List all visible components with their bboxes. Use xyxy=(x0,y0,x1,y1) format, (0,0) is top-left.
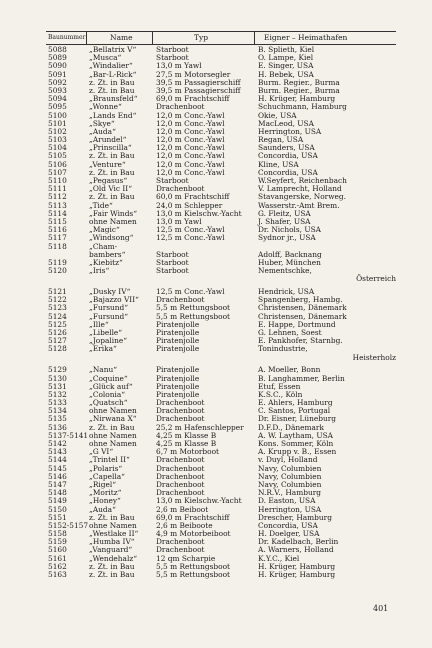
cell-typ: 12,0 m Conc.-Yawl xyxy=(156,135,225,145)
cell-typ: 39,5 m Passagierschiff xyxy=(156,77,241,87)
cell-baunummer: 5131 xyxy=(48,381,67,391)
cell-baunummer: 5126 xyxy=(48,327,67,337)
cell-typ: 39,5 m Passagierschiff xyxy=(156,85,241,95)
cell-eigner: A. Moeller, Bonn xyxy=(258,365,321,375)
cell-name: „Libelle“ xyxy=(89,327,123,337)
cell-typ: 4,25 m Klasse B xyxy=(156,439,217,448)
cell-baunummer: 5113 xyxy=(48,200,67,210)
cell-name: ohne Namen xyxy=(89,439,137,448)
header-divider xyxy=(254,32,255,44)
cell-name: „Nirwana X“ xyxy=(89,414,137,424)
cell-baunummer: 5159 xyxy=(48,537,67,547)
cell-eigner: Herrington, USA xyxy=(258,504,322,514)
cell-typ: 27,5 m Motorsegler xyxy=(156,69,231,79)
cell-baunummer: 5090 xyxy=(48,61,67,71)
cell-name: z. Zt. in Bau xyxy=(89,85,135,95)
cell-typ: 12,0 m Conc.-Yawl xyxy=(156,167,225,177)
cell-baunummer: 5150 xyxy=(48,504,67,514)
cell-name: z. Zt. in Bau xyxy=(89,167,135,177)
cell-baunummer: 5125 xyxy=(48,319,67,329)
cell-baunummer: 5120 xyxy=(48,266,67,276)
cell-name: „Cham- xyxy=(89,241,118,251)
cell-baunummer: 5115 xyxy=(48,216,67,226)
cell-baunummer: 5095 xyxy=(48,102,67,112)
cell-name: „Quatsch“ xyxy=(89,398,128,408)
cell-name: „Moritz“ xyxy=(89,488,122,498)
cell-baunummer: 5160 xyxy=(48,545,67,555)
cell-name: „Polaris“ xyxy=(89,463,123,473)
cell-eigner: Hendrick, USA xyxy=(258,287,315,297)
cell-typ: 4,25 m Klasse B xyxy=(156,430,217,440)
cell-eigner: Christensen, Dänemark xyxy=(258,303,347,313)
cell-eigner: Huber, München xyxy=(258,257,321,267)
cell-eigner: Navy, Columbien xyxy=(258,479,322,489)
cell-name: „Capella“ xyxy=(89,471,125,481)
cell-baunummer: 5093 xyxy=(48,85,67,95)
cell-baunummer: 5119 xyxy=(48,257,67,267)
cell-eigner: Christensen, Dänemark xyxy=(258,311,347,321)
cell-eigner: Stavangerske, Norweg. xyxy=(258,192,346,202)
cell-eigner: J. Shafer, USA xyxy=(258,216,311,226)
cell-name: ohne Namen xyxy=(89,430,137,440)
cell-typ: Starboot xyxy=(156,53,189,63)
cell-baunummer: 5136 xyxy=(48,422,67,432)
cell-eigner: Etuf, Essen xyxy=(258,381,301,391)
cell-typ: Drachenboot xyxy=(156,471,205,481)
cell-eigner: Dr. Nichols, USA xyxy=(258,225,322,235)
cell-baunummer: 5102 xyxy=(48,126,67,136)
cell-eigner: Heisterholz xyxy=(352,352,396,362)
cell-eigner: H. Bebek, USA xyxy=(258,69,314,79)
cell-baunummer: 5107 xyxy=(48,167,67,177)
cell-typ: 12,0 m Conc.-Yawl xyxy=(156,126,225,136)
cell-name: „Windalier“ xyxy=(89,61,133,71)
cell-baunummer: 5101 xyxy=(48,118,67,128)
cell-baunummer: 5130 xyxy=(48,373,67,383)
cell-eigner: Wasserstr.-Amt Brem. xyxy=(258,200,340,210)
cell-eigner: G. Lehnen, Soest xyxy=(258,327,322,337)
cell-eigner: Concordia, USA xyxy=(258,151,318,161)
cell-eigner: O. Lampe, Kiel xyxy=(258,53,314,63)
cell-typ: Drachenboot xyxy=(156,102,205,112)
cell-typ: Piratenjolle xyxy=(156,365,200,375)
cell-eigner: Burm. Regier., Burma xyxy=(258,77,340,87)
cell-baunummer: 5124 xyxy=(48,311,67,321)
cell-name: „Auda“ xyxy=(89,504,116,514)
cell-name: bambers“ xyxy=(89,249,126,259)
cell-typ: Drachenboot xyxy=(156,295,205,305)
cell-baunummer: 5088 xyxy=(48,45,67,54)
cell-eigner: A. Krupp v. B., Essen xyxy=(258,447,337,457)
cell-baunummer: 5110 xyxy=(48,176,67,185)
cell-typ: 5,5 m Rettungsboot xyxy=(156,570,230,579)
cell-baunummer: 5122 xyxy=(48,295,67,305)
cell-baunummer: 5163 xyxy=(48,570,67,579)
cell-eigner: Kline, USA xyxy=(258,159,299,169)
cell-name: „Wendehalz“ xyxy=(89,553,137,563)
cell-eigner: E. Singer, USA xyxy=(258,61,314,71)
cell-eigner: Burm. Regier., Burma xyxy=(258,85,340,95)
table-row xyxy=(46,354,396,362)
cell-typ: Drachenboot xyxy=(156,406,205,416)
cell-name: „Jopaline“ xyxy=(89,336,128,346)
header-name: Name xyxy=(110,33,133,42)
cell-typ: Piratenjolle xyxy=(156,336,200,346)
cell-name: „Honey“ xyxy=(89,496,121,506)
cell-eigner: W.Seyfert, Reichenbach xyxy=(258,176,347,185)
cell-name: „Windsong“ xyxy=(89,233,134,243)
cell-name: „Lands End“ xyxy=(89,110,137,120)
cell-name: „Rigel“ xyxy=(89,479,117,489)
cell-name: z. Zt. in Bau xyxy=(89,77,135,87)
cell-baunummer: 5117 xyxy=(48,233,67,243)
cell-typ: 12,0 m Conc.-Yawl xyxy=(156,143,225,153)
cell-baunummer: 5092 xyxy=(48,77,67,87)
cell-eigner: K.S.C., Köln xyxy=(258,389,303,399)
cell-typ: 69,0 m Frachtschiff xyxy=(156,94,230,104)
cell-name: „Glück auf“ xyxy=(89,381,133,391)
cell-name: „Kiebitz“ xyxy=(89,257,123,267)
cell-typ: Drachenboot xyxy=(156,184,205,194)
cell-name: „Auda“ xyxy=(89,126,116,136)
cell-name: „Braunsfeld“ xyxy=(89,94,138,104)
cell-baunummer: 5134 xyxy=(48,406,67,416)
cell-typ: 13,0 m Yawl xyxy=(156,216,202,226)
cell-eigner: E. Ahlers, Hamburg xyxy=(258,398,333,408)
cell-baunummer: 5091 xyxy=(48,69,67,79)
cell-eigner: B. Langhammer, Berlin xyxy=(258,373,345,383)
cell-baunummer: 5129 xyxy=(48,365,67,375)
cell-name: „Old Vic II“ xyxy=(89,184,133,194)
table-header xyxy=(46,31,396,45)
header-eigner: Eigner – Heimathafen xyxy=(264,33,348,42)
cell-name: z. Zt. in Bau xyxy=(89,192,135,202)
cell-baunummer: 5104 xyxy=(48,143,67,153)
header-baunummer: Baunummer xyxy=(48,34,86,41)
cell-name: „Vanguard“ xyxy=(89,545,133,555)
cell-name: „Coquine“ xyxy=(89,373,128,383)
cell-typ: 6,7 m Motorboot xyxy=(156,447,220,457)
cell-typ: Starboot xyxy=(156,257,189,267)
cell-name: ohne Namen xyxy=(89,406,137,416)
cell-typ: Piratenjolle xyxy=(156,373,200,383)
cell-typ: Piratenjolle xyxy=(156,327,200,337)
cell-name: „Fursund“ xyxy=(89,303,129,313)
cell-typ: 12,0 m Conc.-Yawl xyxy=(156,159,225,169)
cell-baunummer: 5112 xyxy=(48,192,67,202)
cell-baunummer: 5137-5141 xyxy=(48,430,89,440)
cell-typ: Drachenboot xyxy=(156,414,205,424)
cell-typ: Drachenboot xyxy=(156,545,205,555)
cell-typ: Drachenboot xyxy=(156,398,205,408)
cell-baunummer: 5151 xyxy=(48,512,67,522)
cell-eigner: Spangenberg, Hambg. xyxy=(258,295,343,305)
cell-typ: 12,5 m Conc.-Yawl xyxy=(156,225,225,235)
cell-name: „Fursund“ xyxy=(89,311,129,321)
cell-name: z. Zt. in Bau xyxy=(89,570,135,579)
cell-name: ohne Namen xyxy=(89,520,137,530)
cell-typ: 5,5 m Rettungsboot xyxy=(156,561,230,571)
cell-baunummer: 5135 xyxy=(48,414,67,424)
cell-baunummer: 5103 xyxy=(48,135,67,145)
cell-eigner: Navy, Columbien xyxy=(258,471,322,481)
cell-typ: Drachenboot xyxy=(156,463,205,473)
cell-name: „Bar-L-Rick“ xyxy=(89,69,137,79)
cell-eigner: Saunders, USA xyxy=(258,143,315,153)
cell-eigner: D.F.D., Dänemark xyxy=(258,422,324,432)
cell-name: „Skye“ xyxy=(89,118,115,128)
cell-typ: 12,0 m Conc.-Yawl xyxy=(156,151,225,161)
cell-typ: 24,0 m Schlepper xyxy=(156,200,223,210)
cell-baunummer: 5161 xyxy=(48,553,67,563)
cell-typ: 13,0 m Yawl xyxy=(156,61,202,71)
cell-typ: 5,5 m Rettungsboot xyxy=(156,311,230,321)
cell-baunummer: 5105 xyxy=(48,151,67,161)
cell-name: „Nanu“ xyxy=(89,365,117,375)
cell-eigner: K.Y.C., Kiel xyxy=(258,553,300,563)
cell-eigner: Kons. Sommer, Köln xyxy=(258,439,334,448)
cell-name: „Westlake II“ xyxy=(89,529,139,539)
cell-eigner: E. Happe, Dortmund xyxy=(258,319,336,329)
cell-baunummer: 5145 xyxy=(48,463,67,473)
cell-name: „Venture“ xyxy=(89,159,126,169)
cell-name: „Bajazzo VII“ xyxy=(89,295,139,305)
cell-name: „Arundel“ xyxy=(89,135,127,145)
cell-eigner: Navy, Columbien xyxy=(258,463,322,473)
cell-baunummer: 5147 xyxy=(48,479,67,489)
cell-typ: 60,0 m Frachtschiff xyxy=(156,192,230,202)
cell-typ: Drachenboot xyxy=(156,455,205,465)
cell-baunummer: 5118 xyxy=(48,241,67,251)
cell-name: „Musca“ xyxy=(89,53,122,63)
header-divider xyxy=(152,32,153,44)
cell-typ: Starboot xyxy=(156,249,189,259)
cell-name: „Magic“ xyxy=(89,225,120,235)
cell-name: „Erika“ xyxy=(89,344,117,354)
table-row xyxy=(46,345,396,353)
cell-eigner: Adolff, Backnang xyxy=(258,249,322,259)
cell-baunummer: 5144 xyxy=(48,455,67,465)
cell-baunummer: 5094 xyxy=(48,94,67,104)
cell-eigner: H. Doelger, USA xyxy=(258,529,320,539)
cell-eigner: N.R.V., Hamburg xyxy=(258,488,321,498)
cell-name: „Humba IV“ xyxy=(89,537,135,547)
cell-eigner: Okie, USA xyxy=(258,110,297,120)
cell-typ: 13,0 m Kielschw.-Yacht xyxy=(156,496,242,506)
cell-baunummer: 5089 xyxy=(48,53,67,63)
cell-baunummer: 5106 xyxy=(48,159,67,169)
cell-baunummer: 5158 xyxy=(48,529,67,539)
cell-typ: 12,5 m Conc.-Yawl xyxy=(156,233,225,243)
cell-eigner: Regan, USA xyxy=(258,135,304,145)
cell-eigner: D. Easton, USA xyxy=(258,496,316,506)
cell-eigner: C. Santos, Portugal xyxy=(258,406,331,416)
cell-typ: 12,5 m Conc.-Yawl xyxy=(156,287,225,297)
header-divider xyxy=(86,32,87,44)
cell-name: „Dusky IV“ xyxy=(89,287,131,297)
cell-name: „Prinscilla“ xyxy=(89,143,132,153)
cell-eigner: V. Lamprecht, Holland xyxy=(258,184,342,194)
cell-name: „Tide“ xyxy=(89,200,113,210)
cell-eigner: Herrington, USA xyxy=(258,126,322,136)
cell-typ: Drachenboot xyxy=(156,537,205,547)
cell-baunummer: 5148 xyxy=(48,488,67,498)
table-row xyxy=(46,571,396,579)
cell-baunummer: 5127 xyxy=(48,336,67,346)
cell-typ: 4,9 m Motorbeiboot xyxy=(156,529,231,539)
cell-typ: 2,6 m Beiboote xyxy=(156,520,213,530)
cell-name: „Ille“ xyxy=(89,319,109,329)
cell-name: „Fair Winds“ xyxy=(89,208,137,218)
header-typ: Typ xyxy=(194,33,209,42)
table-row xyxy=(46,267,396,275)
page-number: 401 xyxy=(373,604,389,613)
cell-name: z. Zt. in Bau xyxy=(89,512,135,522)
cell-baunummer: 5121 xyxy=(48,287,67,297)
cell-eigner: B. Splieth, Kiel xyxy=(258,45,315,54)
cell-baunummer: 5132 xyxy=(48,389,67,399)
cell-typ: 12,0 m Conc.-Yawl xyxy=(156,110,225,120)
vessel-table xyxy=(46,46,396,579)
cell-typ: Piratenjolle xyxy=(156,319,200,329)
cell-eigner: Concordia, USA xyxy=(258,167,318,177)
cell-typ: Piratenjolle xyxy=(156,381,200,391)
cell-typ: 69,0 m Frachtschiff xyxy=(156,512,230,522)
cell-eigner: A. W. Laytham, USA xyxy=(258,430,333,440)
cell-baunummer: 5146 xyxy=(48,471,67,481)
cell-baunummer: 5149 xyxy=(48,496,67,506)
cell-baunummer: 5162 xyxy=(48,561,67,571)
cell-baunummer: 5100 xyxy=(48,110,67,120)
cell-eigner: A. Warners, Holland xyxy=(258,545,334,555)
cell-baunummer: 5142 xyxy=(48,439,67,448)
cell-name: ohne Namen xyxy=(89,216,137,226)
cell-name: z. Zt. in Bau xyxy=(89,151,135,161)
cell-eigner: E. Pankhofer, Starnbg. xyxy=(258,336,343,346)
cell-typ: Drachenboot xyxy=(156,479,205,489)
cell-typ: 13,0 m Kielschw.-Yacht xyxy=(156,208,242,218)
cell-eigner: Dr. Kadelbach, Berlin xyxy=(258,537,339,547)
cell-baunummer: 5133 xyxy=(48,398,67,408)
cell-name: „Bellatrix V“ xyxy=(89,45,137,54)
cell-eigner: Drescher, Hamburg xyxy=(258,512,332,522)
cell-eigner: Concordia, USA xyxy=(258,520,318,530)
cell-baunummer: 5116 xyxy=(48,225,67,235)
cell-baunummer: 5123 xyxy=(48,303,67,313)
cell-name: „G VI“ xyxy=(89,447,114,457)
cell-name: z. Zt. in Bau xyxy=(89,561,135,571)
cell-eigner: H. Krüger, Hamburg xyxy=(258,94,336,104)
cell-name: „Colonia“ xyxy=(89,389,126,399)
cell-eigner: H. Krüger, Hamburg xyxy=(258,570,336,579)
cell-eigner: Österreich xyxy=(356,274,396,284)
cell-typ: Starboot xyxy=(156,45,189,54)
cell-baunummer: 5111 xyxy=(48,184,67,194)
table-row xyxy=(46,275,396,283)
cell-eigner: Sydnor jr., USA xyxy=(258,233,316,243)
cell-typ: Piratenjolle xyxy=(156,389,200,399)
cell-baunummer: 5152-5157 xyxy=(48,520,89,530)
cell-eigner: Tonindustrie, xyxy=(258,344,308,354)
cell-typ: Drachenboot xyxy=(156,488,205,498)
cell-eigner: MacLeod, USA xyxy=(258,118,314,128)
cell-eigner: G. Fleitz, USA xyxy=(258,208,311,218)
cell-name: „Iris“ xyxy=(89,266,110,276)
cell-baunummer: 5143 xyxy=(48,447,67,457)
cell-eigner: Dr. Eisner, Lüneburg xyxy=(258,414,337,424)
cell-typ: Starboot xyxy=(156,176,189,185)
cell-eigner: Schuchmann, Hamburg xyxy=(258,102,347,112)
cell-typ: 12,0 m Conc.-Yawl xyxy=(156,118,225,128)
cell-name: z. Zt. in Bau xyxy=(89,422,135,432)
cell-name: „Wonne“ xyxy=(89,102,122,112)
cell-typ: 12 qm Scharpie xyxy=(156,553,216,563)
cell-eigner: v. Duyl, Holland xyxy=(258,455,318,465)
cell-typ: 5,5 m Rettungsboot xyxy=(156,303,230,313)
cell-typ: 2,6 m Beiboot xyxy=(156,504,209,514)
cell-baunummer: 5128 xyxy=(48,344,67,354)
cell-typ: Piratenjolle xyxy=(156,344,200,354)
cell-typ: 25,2 m Hafenschlepper xyxy=(156,422,244,432)
cell-baunummer: 5114 xyxy=(48,208,67,218)
cell-eigner: H. Krüger, Hamburg xyxy=(258,561,336,571)
cell-typ: Starboot xyxy=(156,266,189,276)
cell-name: „Trintel II“ xyxy=(89,455,130,465)
cell-name: „Pegasus“ xyxy=(89,176,128,185)
cell-eigner: Nementschke, xyxy=(258,266,312,276)
